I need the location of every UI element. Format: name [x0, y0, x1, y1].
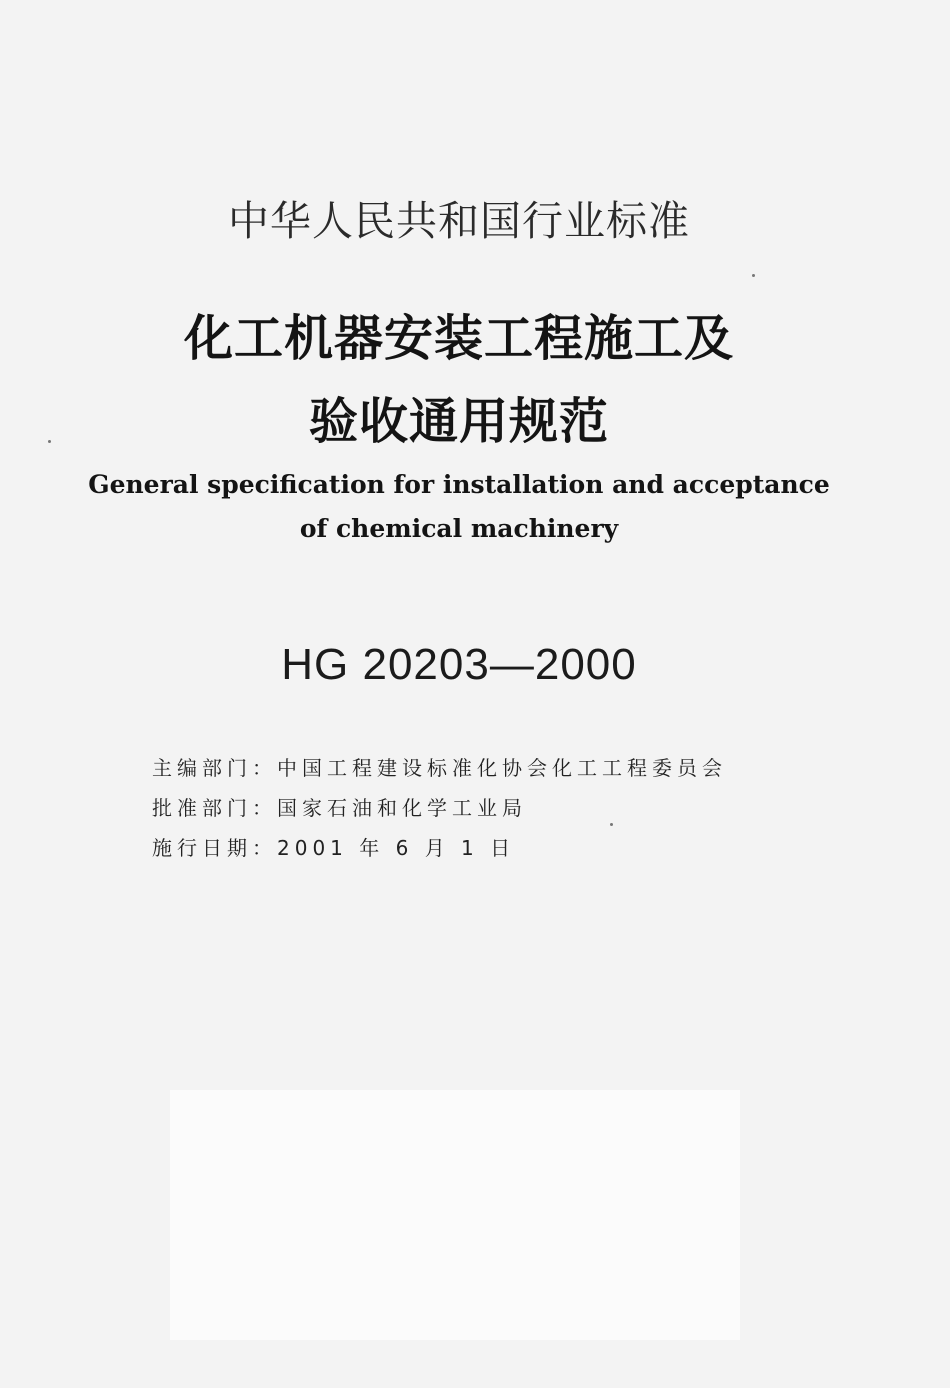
series-title: 中华人民共和国行业标准: [228, 197, 690, 245]
main-title-line-1: 化工机器安装工程施工及: [183, 310, 734, 367]
scan-speck: [610, 823, 613, 826]
english-title-line-2: of chemical machinery: [299, 514, 619, 543]
approval-department: 批准部门：国家石油和化学工业局: [152, 796, 527, 820]
standard-code: HG 20203—2000: [281, 640, 637, 689]
english-title-line-1: General specification for installation and acceptance: [88, 470, 830, 499]
main-title-line-2: 验收通用规范: [308, 393, 609, 450]
editor-department: 主编部门：中国工程建设标准化协会化工工程委员会: [152, 756, 727, 780]
scan-speck: [48, 440, 51, 443]
blank-area: [170, 1090, 740, 1340]
scan-speck: [752, 274, 755, 277]
effective-date: 施行日期：2001 年 6 月 1 日: [152, 836, 516, 860]
